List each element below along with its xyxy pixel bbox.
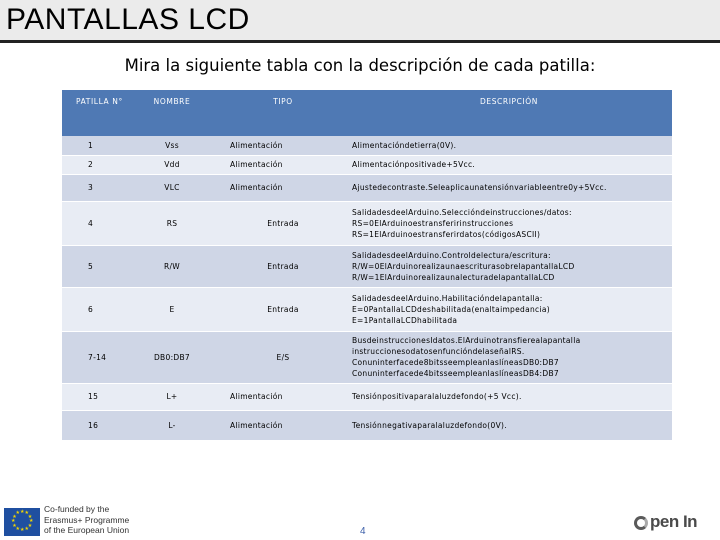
pin-type-cell: Alimentación <box>220 155 346 174</box>
description-line: Ajustedecontraste.Seleaplicaunatensiónvariableentre0y+5Vcc. <box>352 183 607 192</box>
table-row <box>62 155 672 174</box>
pin-name-cell: RS <box>124 201 220 245</box>
description-line: SalidadesdeelArduino.Habilitacióndelapantalla: <box>352 293 543 303</box>
eu-star-icon: ★ <box>15 525 20 532</box>
pin-description-cell <box>346 245 672 287</box>
pin-description-cell <box>346 287 672 331</box>
eu-star-icon: ★ <box>29 518 34 524</box>
header-name: NOMBRE <box>124 90 220 136</box>
pin-type-cell: Entrada <box>220 245 346 287</box>
description-line: R/W=1ElArduinorealizaunalecturadelapantallaLCD <box>352 272 555 282</box>
pin-name-cell: L+ <box>124 383 220 410</box>
pin-number-cell: 3 <box>62 174 124 201</box>
eu-star-icon: ★ <box>24 525 29 532</box>
pin-number-cell: 6 <box>62 287 124 331</box>
description-line: BusdeinstruccionesIdatos.ElArduinotransfierealapantalla <box>352 336 581 345</box>
description-line: Alimentacióndetierra(0V). <box>352 140 457 150</box>
pin-description-cell <box>346 201 672 245</box>
description-line: R/W=0ElArduinorealizaunaescriturasobrelapantallaLCD <box>352 261 575 271</box>
description-line: Alimentaciónpositivade+5Vcc. <box>352 160 476 169</box>
description-line: Conuninterfacede4bitsseempleanlaslíneasDB4:DB7 <box>352 369 559 378</box>
eu-star-icon: ★ <box>15 510 20 517</box>
eu-star-icon: ★ <box>12 513 17 520</box>
eu-star-icon: ★ <box>11 518 16 524</box>
pin-table <box>62 90 672 441</box>
title-bar <box>0 0 720 43</box>
pin-name-cell: R/W <box>124 245 220 287</box>
pin-number-cell: 5 <box>62 245 124 287</box>
eu-text-line: Erasmus+ Programme <box>44 514 130 525</box>
eu-stars-icon <box>4 508 40 536</box>
eu-star-icon: ★ <box>12 522 17 529</box>
description-line: E=1PantallaLCDhabilitada <box>352 315 458 325</box>
pin-number-cell: 15 <box>62 383 124 410</box>
description-line: Tensiónpositivaparalaluzdefondo(+5 Vcc). <box>352 392 522 401</box>
eu-star-icon: ★ <box>20 527 25 533</box>
description-line: SalidadesdeelArduino.Seleccióndeinstrucciones/datos: <box>352 207 572 217</box>
pin-description-cell <box>346 383 672 410</box>
table-row <box>62 410 672 440</box>
eu-flag-icon <box>4 508 40 536</box>
pin-name-cell: VLC <box>124 174 220 201</box>
table-row <box>62 245 672 287</box>
eu-star-icon: ★ <box>27 522 33 529</box>
pin-type-cell: Alimentación <box>220 174 346 201</box>
logo-o-icon <box>634 516 648 530</box>
pin-type-cell: Alimentación <box>220 410 346 440</box>
pin-type-cell: Entrada <box>220 201 346 245</box>
eu-star-icon: ★ <box>24 510 29 517</box>
open-in-logo <box>634 512 697 532</box>
pin-name-cell: L- <box>124 410 220 440</box>
description-line: RS=0ElArduinoestransferirinstrucciones <box>352 218 514 228</box>
header-pin: PATILLA N° <box>62 90 124 136</box>
pin-name-cell: E <box>124 287 220 331</box>
description-line: RS=1ElArduinoestransferirdatos(códigosASCII) <box>352 229 541 239</box>
description-line: Conuninterfacede8bitsseempleanlaslíneasDB0:DB7 <box>352 358 559 367</box>
pin-description-cell <box>346 410 672 440</box>
slide-subtitle: Mira la siguiente tabla con la descripción de cada patilla: <box>124 56 596 75</box>
slide-title: PANTALLAS LCD <box>6 3 250 36</box>
header-type: TIPO <box>220 90 346 136</box>
pin-type-cell: E/S <box>220 331 346 383</box>
table-header-row <box>62 90 672 136</box>
table-row <box>62 287 672 331</box>
pin-type-cell: Entrada <box>220 287 346 331</box>
eu-text-line: Co-funded by the <box>44 504 110 514</box>
logo-text: pen In <box>650 512 698 531</box>
pin-description-cell <box>346 136 672 155</box>
table-row <box>62 174 672 201</box>
pin-description-cell <box>346 174 672 201</box>
pin-type-cell: Alimentación <box>220 136 346 155</box>
description-line: SalidadesdeelArduino.Controldelectura/escritura: <box>352 250 551 260</box>
pin-number-cell: 16 <box>62 410 124 440</box>
description-line: instruccionesodatosenfuncióndelaseñalRS. <box>352 347 525 356</box>
table-row <box>62 201 672 245</box>
description-line: E=0PantallaLCDdeshabilitada(enaltaimpedancia) <box>352 304 550 314</box>
description-line: Tensiónnegativaparalaluzdefondo(0V). <box>352 420 507 430</box>
pin-number-cell: 4 <box>62 201 124 245</box>
table-row <box>62 331 672 383</box>
table-row <box>62 136 672 155</box>
eu-star-icon: ★ <box>27 513 33 520</box>
pin-number-cell: 1 <box>62 136 124 155</box>
pin-name-cell: Vdd <box>124 155 220 174</box>
pin-description-cell <box>346 155 672 174</box>
pin-name-cell: DB0:DB7 <box>124 331 220 383</box>
header-description: DESCRIPCIÓN <box>346 90 672 136</box>
eu-text-line: of the European Union <box>44 525 130 535</box>
page-number: 4 <box>360 526 366 537</box>
pin-number-cell: 7-14 <box>62 331 124 383</box>
eu-cofunded-text <box>44 504 129 536</box>
table-row <box>62 383 672 410</box>
pin-number-cell: 2 <box>62 155 124 174</box>
eu-star-icon: ★ <box>20 509 25 515</box>
pin-description-cell <box>346 331 672 383</box>
pin-type-cell: Alimentación <box>220 383 346 410</box>
pin-name-cell: Vss <box>124 136 220 155</box>
